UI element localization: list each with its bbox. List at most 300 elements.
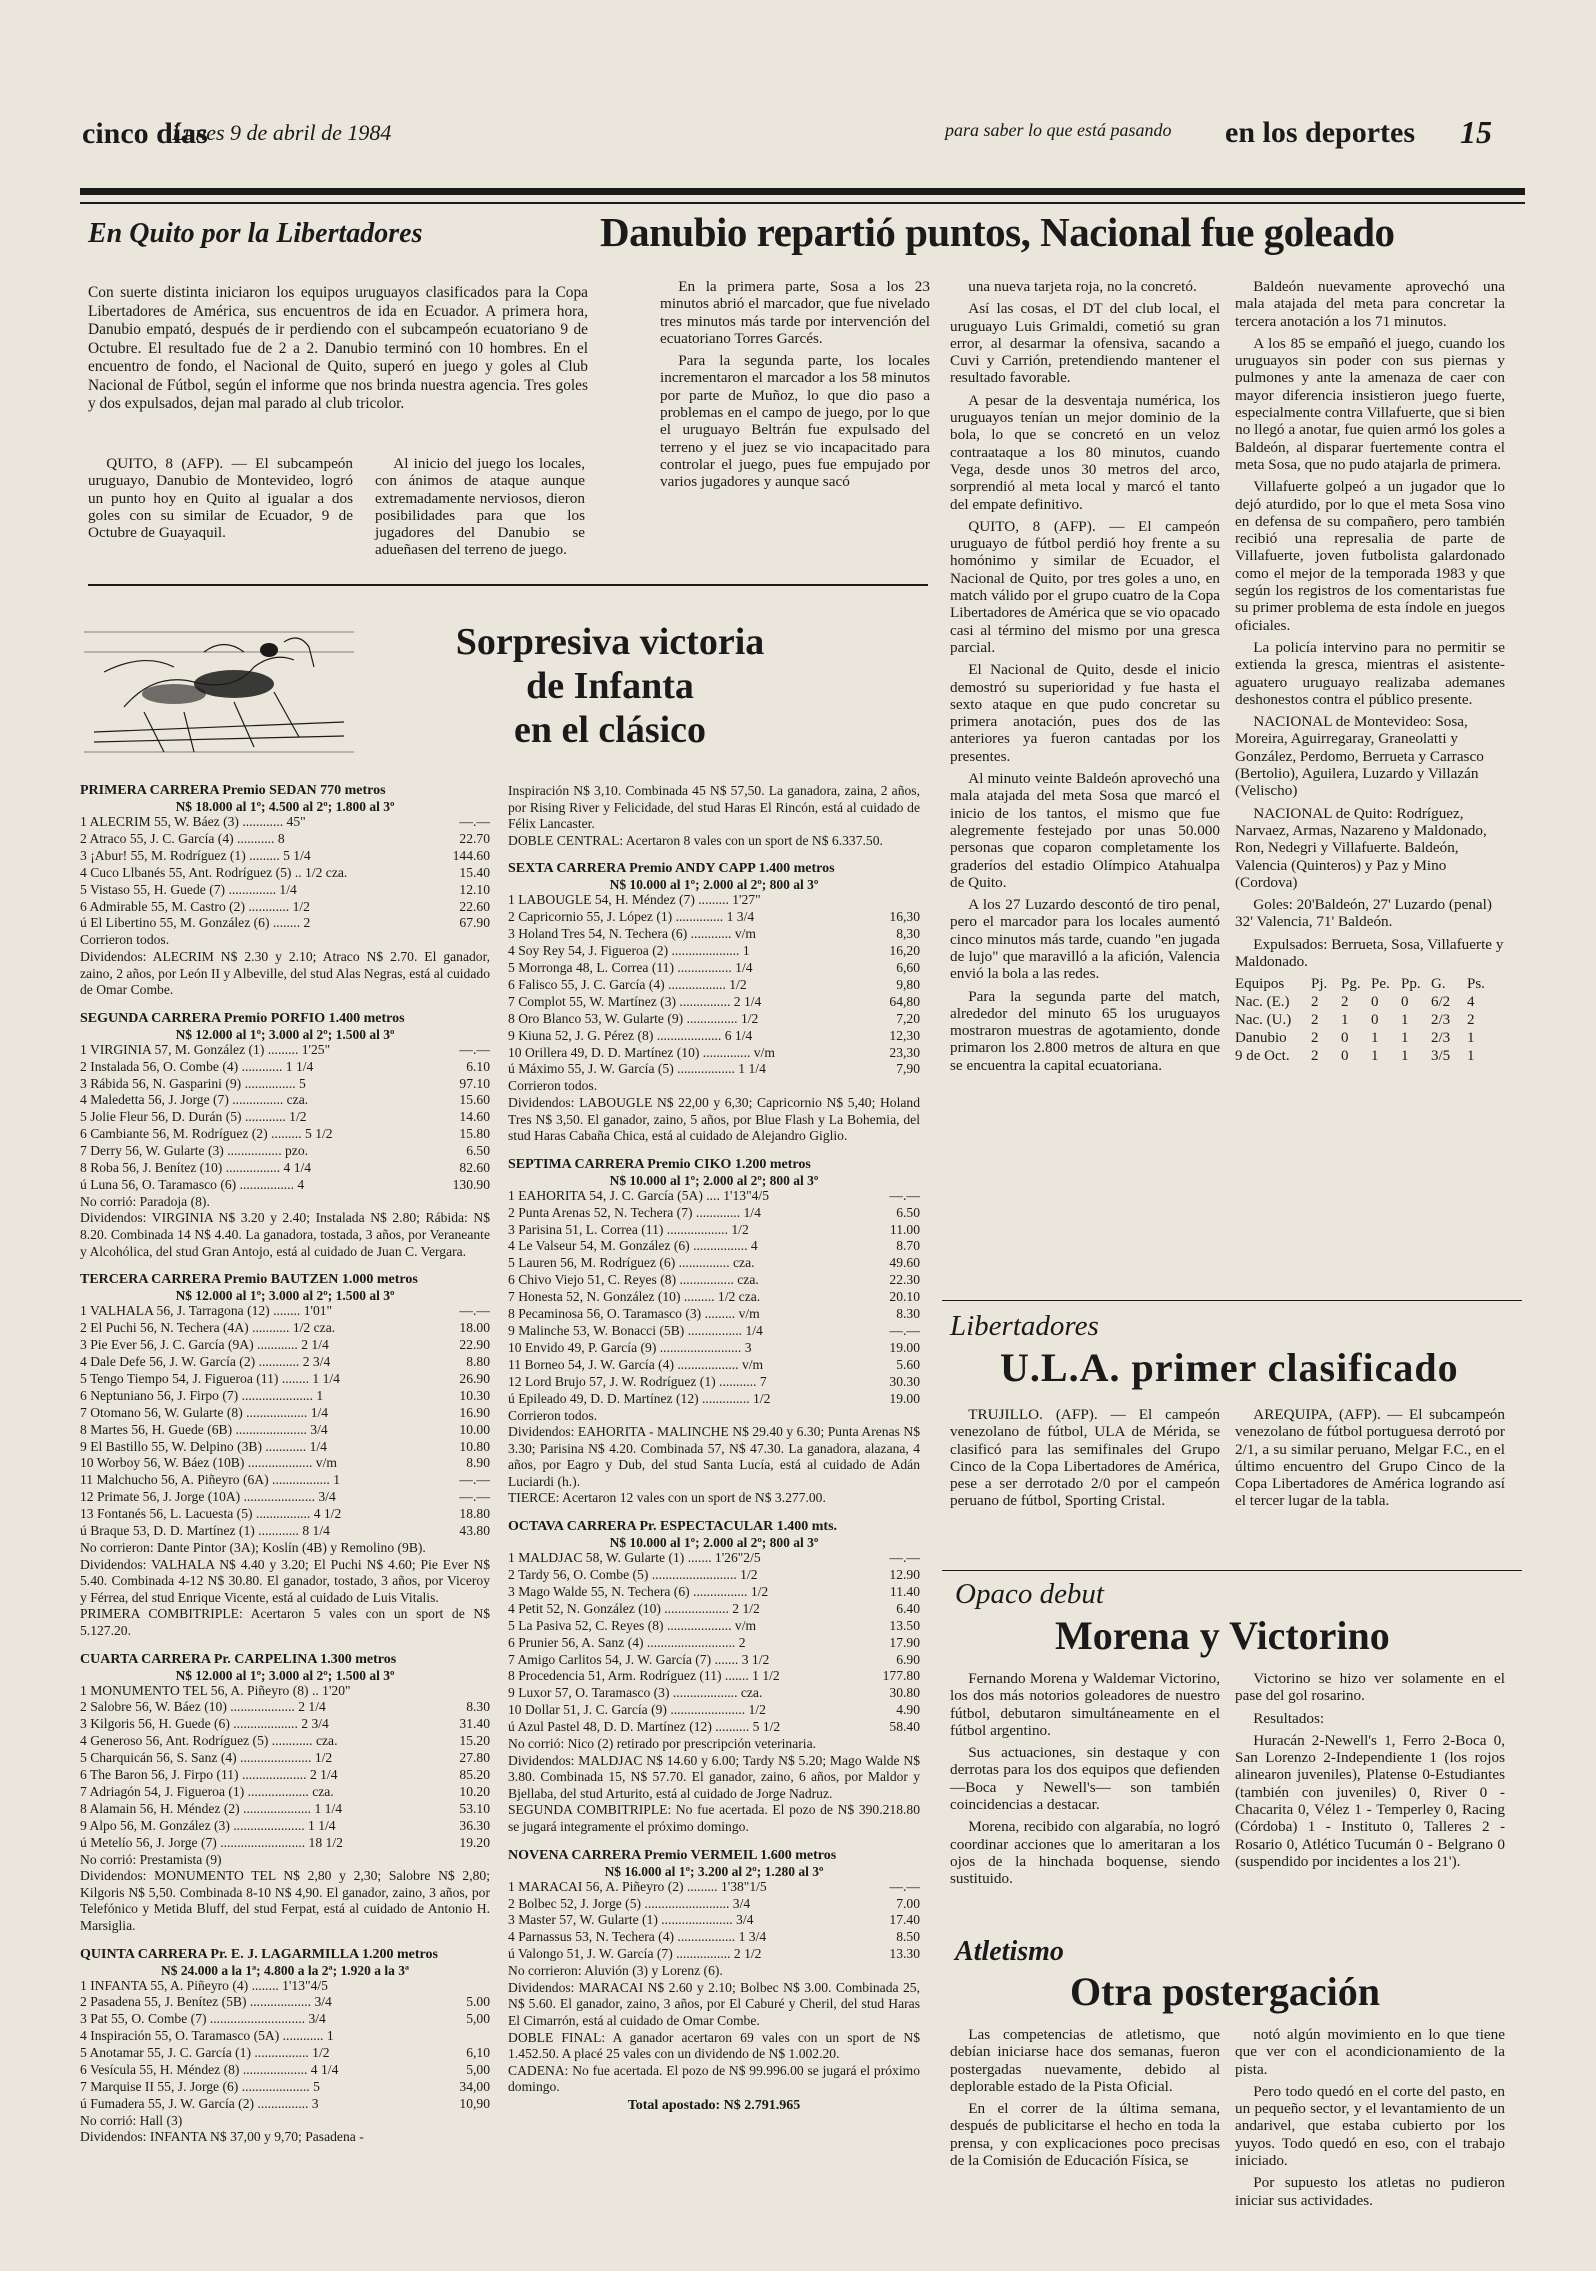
race-result-text: 6 Admirable 55, M. Castro (2) ............ 1/2 [80, 898, 310, 914]
section-divider [88, 584, 928, 586]
race-result-row [508, 1255, 920, 1272]
race-result-payout: 7,20 [896, 1010, 920, 1026]
race-prizes: N$ 10.000 al 1º; 2.000 al 2º; 800 al 3º [609, 877, 819, 893]
race-result-payout: 15.60 [459, 1092, 490, 1108]
section-brand: en los deportes [1225, 116, 1415, 149]
race-result-text: 5 Anotamar 55, J. C. García (1) ................ 1/2 [80, 2045, 330, 2061]
race-result-text: 10 Worboy 56, W. Báez (10B) ................... v/m [80, 1455, 337, 1471]
standings-cell: 2 [1341, 994, 1349, 1011]
race-result-row [508, 1011, 920, 1028]
morena-kicker: Opaco debut [955, 1578, 1104, 1610]
race-result-payout: 8,30 [896, 926, 920, 942]
story-paragraph: En la primera parte, Sosa a los 23 minutos abrió el marcador, que fue nivelado tres minutos más tarde por intervención del ecuatoriano Torres Garcés. [660, 278, 930, 347]
race-result-payout: 177.80 [882, 1668, 920, 1684]
race-result-text: ú El Libertino 55, M. González (6) ........ 2 [80, 915, 311, 931]
race-result-payout: 6.50 [466, 1143, 490, 1159]
race-result-payout: 58.40 [889, 1719, 920, 1735]
race-block [80, 1272, 490, 1639]
race-result-payout: 12,30 [889, 1027, 920, 1043]
story-headline: Danubio repartió puntos, Nacional fue goleado [600, 209, 1395, 255]
race-result-payout: 12.10 [459, 881, 490, 897]
race-result-row [508, 1584, 920, 1601]
atletismo-paragraph: notó algún movimiento en lo que tiene que ver con el acondicionamiento de la pista. [1235, 2026, 1505, 2078]
race-result-text: 4 Cuco Llbanés 55, Ant. Rodríguez (5) .. 1/2 cza. [80, 864, 348, 880]
header-rule-thin [80, 202, 1525, 204]
race-result-row [80, 1422, 490, 1439]
race-result-text: 1 MONUMENTO TEL 56, A. Piñeyro (8) .. 1'20" [80, 1682, 351, 1698]
race-result-payout: 19.20 [459, 1834, 490, 1850]
race-result-row [80, 1177, 490, 1194]
standings-cell: 2/3 [1431, 1012, 1451, 1029]
race-result-row [80, 2045, 490, 2062]
race-result-text: 8 Oro Blanco 53, W. Gularte (9) ............... 1/2 [508, 1010, 759, 1026]
race-block [80, 1011, 490, 1261]
race-result-payout: 5,00 [466, 2011, 490, 2027]
race-result-row [80, 1439, 490, 1456]
race-prizes: N$ 12.000 al 1º; 3.000 al 2º; 1.500 al 3º [175, 1026, 395, 1042]
race-result-payout: 15.80 [459, 1126, 490, 1142]
race-result-payout: 13.50 [889, 1617, 920, 1633]
race-result-row [80, 1337, 490, 1354]
race-result-text: 2 Capricornio 55, J. López (1) .............. 1 3/4 [508, 909, 755, 925]
race-result-text: 6 Cambiante 56, M. Rodríguez (2) ......... 5 1/2 [80, 1126, 333, 1142]
race-result-row [508, 1238, 920, 1255]
race-result-row [508, 1702, 920, 1719]
race-result-row [508, 1652, 920, 1669]
race-result-row [508, 1668, 920, 1685]
standings-header-cell: Pj. [1311, 976, 1328, 993]
race-result-text: 7 Marquise II 55, J. Jorge (6) .................... 5 [80, 2078, 320, 2094]
standings-row [1235, 1047, 1505, 1065]
race-title: TERCERA CARRERA Premio BAUTZEN 1.000 metros [80, 1272, 418, 1288]
race-result-text: 5 La Pasiva 52, C. Reyes (8) ................... v/m [508, 1617, 757, 1633]
race-result-payout: 23,30 [889, 1044, 920, 1060]
atletismo-kicker: Atletismo [955, 1936, 1064, 1967]
race-result-row [508, 1289, 920, 1306]
race-block [80, 1947, 490, 2146]
standings-header-cell: Pe. [1371, 976, 1390, 993]
race-result-payout: 31.40 [459, 1716, 490, 1732]
race-result-text: 1 ALECRIM 55, W. Báez (3) ............ 45" [80, 814, 306, 829]
race-result-text: 9 Malinche 53, W. Bonacci (5B) ................ 1/4 [508, 1322, 763, 1338]
horse-racing-icon [84, 612, 354, 762]
standings-cell: 6/2 [1431, 994, 1451, 1011]
racing-column-left [80, 783, 490, 2146]
race-result-row [508, 1391, 920, 1408]
race-result-payout: 6.50 [896, 1204, 920, 1220]
race-result-row [80, 1978, 490, 1995]
race-result-text: ú Epileado 49, D. D. Martínez (12) .............. 1/2 [508, 1390, 771, 1406]
race-result-payout: 10.20 [459, 1783, 490, 1799]
section-divider [942, 1570, 1522, 1571]
race-result-payout: 8.50 [896, 1929, 920, 1945]
race-result-payout: 97.10 [459, 1075, 490, 1091]
race-result-text: 12 Primate 56, J. Jorge (10A) ..................... 3/4 [80, 1489, 336, 1505]
race-note: PRIMERA COMBITRIPLE: Acertaron 5 vales con un sport de N$ 5.127.20. [80, 1606, 490, 1638]
race-result-text: ú Braque 53, D. D. Martínez (1) ............ 8 1/4 [80, 1523, 330, 1539]
turf-headline-line: Sorpresiva victoria [455, 621, 765, 663]
story-paragraph: QUITO, 8 (AFP). — El campeón uruguayo de fútbol perdió hoy frente a su homónimo y similar de Ecuador, el Nacional de Quito, por tres goles a uno, en match válido por el grupo cuatro de la Copa Libertadores de América que se vio opacado casi al término del mismo por una gresca parcial. [950, 517, 1220, 656]
race-result-text: 2 Tardy 56, O. Combe (5) ......................... 1/2 [508, 1566, 758, 1582]
race-block [80, 1652, 490, 1935]
race-result-payout: 6,10 [466, 2045, 490, 2061]
story-kicker: En Quito por la Libertadores [88, 218, 423, 249]
race-result-payout [440, 1978, 490, 1995]
newspaper-logo: cinco días [82, 117, 208, 150]
race-prizes: N$ 16.000 al 1º; 3.200 al 2º; 1.280 al 3º [604, 1863, 824, 1879]
story-paragraph: Para la segunda parte del match, alrededor del minuto 65 los uruguayos mostraron muestras de agotamiento, donde primaron los 2.800 metros de altura en que se encuentra la capital ecuatoriana. [950, 987, 1220, 1074]
race-note: No corrió: Paradoja (8). [80, 1193, 210, 1209]
standings-cell: 1 [1371, 1030, 1379, 1047]
race-result-text: 2 El Puchi 56, N. Techera (4A) ........... 1/2 cza. [80, 1320, 336, 1336]
race-result-payout: 7,90 [896, 1061, 920, 1077]
race-result-text: 4 Maledetta 56, J. Jorge (7) ............... cza. [80, 1092, 309, 1108]
race-result-payout: 11.00 [889, 1221, 920, 1237]
race-result-payout: 19.00 [889, 1390, 920, 1406]
standings-cell: Danubio [1235, 1030, 1287, 1047]
story-column-1 [88, 455, 353, 546]
race-result-row [508, 909, 920, 926]
race-result-text: 2 Atraco 55, J. C. García (4) ........... 8 [80, 830, 285, 846]
race-result-text: 8 Procedencia 51, Arm. Rodríguez (11) ....... 1 1/2 [508, 1668, 780, 1684]
race-result-payout: 19.00 [889, 1339, 920, 1355]
race-block [508, 861, 920, 1144]
race-result-payout: 17.90 [889, 1634, 920, 1650]
race-result-payout: 53.10 [459, 1800, 490, 1816]
race-result-text: 5 Morronga 48, L. Correa (11) ................ 1/4 [508, 960, 753, 975]
race-result-payout: 16.90 [459, 1404, 490, 1420]
standings-header-row [1235, 975, 1505, 993]
race-block [508, 1848, 920, 2096]
race-result-payout: 26.90 [459, 1370, 490, 1386]
standings-cell: 2 [1311, 1048, 1319, 1065]
race-result-payout [440, 1683, 490, 1700]
race-title: SEGUNDA CARRERA Premio PORFIO 1.400 metros [80, 1010, 405, 1026]
race-result-payout: 17.40 [889, 1912, 920, 1928]
race-result-payout: 82.60 [459, 1160, 490, 1176]
race-result-text: 11 Borneo 54, J. W. García (4) .................. v/m [508, 1356, 764, 1372]
race-result-payout: 18.80 [459, 1506, 490, 1522]
race-result-payout: 67.90 [459, 915, 490, 931]
racing-column-middle [508, 783, 920, 2114]
race-result-row [508, 1618, 920, 1635]
race-result-row [508, 1550, 920, 1567]
atletismo-paragraph: En el correr de la última semana, después de publicitarse el hecho en toda la prensa, y con explicaciones poco precisas de la Comisión de Educación Física, se [950, 2100, 1220, 2170]
morena-paragraph: Morena, recibido con algarabía, no logró coordinar acciones que lo ameritaran a los ojos de la hinchada boquense, siendo sustituido. [950, 1818, 1220, 1888]
race-result-text: 4 Generoso 56, Ant. Rodríguez (5) ............ cza. [80, 1733, 338, 1749]
story-paragraph: Baldeón nuevamente aprovechó una mala atajada del meta para concretar la tercera anotación a los 71 minutos. [1235, 278, 1505, 330]
race-result-row [80, 899, 490, 916]
morena-headline: Morena y Victorino [1055, 1613, 1390, 1658]
race-result-text: 7 Amigo Carlitos 54, J. W. García (7) ....... 3 1/2 [508, 1651, 770, 1667]
race-title: CUARTA CARRERA Pr. CARPELINA 1.300 metros [80, 1651, 397, 1667]
race-result-payout: 27.80 [459, 1750, 490, 1766]
race-result-row [508, 1357, 920, 1374]
horse-racing-illustration [84, 612, 354, 762]
header-rule [80, 188, 1525, 195]
story-column-5 [1235, 278, 1505, 1065]
race-result-text: 1 MARACAI 56, A. Piñeyro (2) ......... 1'38"1/5 [508, 1878, 767, 1894]
standings-cell: 0 [1371, 994, 1379, 1011]
race-title: QUINTA CARRERA Pr. E. J. LAGARMILLA 1.200 metros [80, 1946, 438, 1962]
race-title: PRIMERA CARRERA Premio SEDAN 770 metros [80, 783, 386, 798]
race-result-row [80, 1354, 490, 1371]
race-result-payout: 16,20 [889, 943, 920, 959]
race-result-payout: 4.90 [896, 1702, 920, 1718]
story-paragraph: A los 27 Luzardo descontó de tiro penal, pero el marcador para los locales aumentó cinco minutos más tarde, cuando "en jugada de lujo" que maravilló a la afición, Valencia envió la bola a las redes. [950, 896, 1220, 983]
race-result-payout: —.— [459, 1489, 490, 1505]
race-result-row [80, 1059, 490, 1076]
race-note: Dividendos: MONUMENTO TEL N$ 2,80 y 2,30; Salobre N$ 2,80; Kilgoris N$ 5,50. Combinada 8-10 N$ 4,90. El ganador, zaino, 3 años, por Telefónico y Metida Bluff, del stud Ferpat, está al cuidado de Antonio H. Marsiglia. [80, 1868, 490, 1933]
race-result-payout: 5,00 [466, 2062, 490, 2078]
race-result-payout: —.— [459, 1303, 490, 1319]
story-column-3 [660, 278, 930, 496]
race-result-row [80, 915, 490, 932]
race-result-payout: 6,60 [896, 960, 920, 975]
race-result-payout: —.— [889, 1878, 920, 1894]
race-result-payout: 6.10 [466, 1058, 490, 1074]
race-result-row [80, 882, 490, 899]
race-result-row [80, 1767, 490, 1784]
race-result-row [80, 1126, 490, 1143]
race-result-text: 7 Adriagón 54, J. Figueroa (1) .................. cza. [80, 1783, 334, 1799]
ula-paragraph: AREQUIPA, (AFP). — El subcampeón venezolano de fútbol portuguesa derrotó por 2/1, a su similar peruano, Melgar F.C., en el último encuentro del Grupo Cinco de la Copa Libertadores de América logrando así el tercer lugar de la tabla. [1235, 1406, 1505, 1510]
morena-paragraph: Resultados: [1253, 1709, 1325, 1727]
standings-cell: 1 [1467, 1048, 1475, 1065]
race-title: OCTAVA CARRERA Pr. ESPECTACULAR 1.400 mts. [508, 1519, 838, 1535]
story-paragraph: NACIONAL de Quito: Rodríguez, Narvaez, Armas, Nazareno y Maldonado, Ron, Nedegri y Villafuerte. Baldeón, Valencia (Quinteros) y Paz y Mino (Cordova) [1235, 804, 1487, 891]
race-result-row [508, 1272, 920, 1289]
race-result-row [508, 1879, 920, 1896]
race-result-payout: 6.40 [896, 1600, 920, 1616]
race-result-row [508, 994, 920, 1011]
race-result-payout: 5.60 [896, 1356, 920, 1372]
standings-header-cell: Pg. [1341, 976, 1361, 993]
race-result-text: 2 Bolbec 52, J. Jorge (5) ......................... 3/4 [508, 1895, 751, 1911]
standings-row [1235, 1011, 1505, 1029]
standings-cell: 2 [1311, 994, 1319, 1011]
race-result-row [80, 1320, 490, 1337]
standings-cell: 2 [1311, 1012, 1319, 1029]
race-result-text: 3 Parisina 51, L. Correa (11) .................. 1/2 [508, 1221, 749, 1237]
standings-header-cell: Equipos [1235, 976, 1285, 993]
race-result-payout: 64,80 [889, 993, 920, 1009]
story-paragraph: Así las cosas, el DT del club local, el uruguayo Luis Grimaldi, cometió su gran error, al desarmar la ofensiva, sacando a Cuvi y Carrión, pretendiendo mantener el resultado favorable. [950, 300, 1220, 387]
story-paragraph: Villafuerte golpeó a un jugador que lo dejó aturdido, por lo que el meta Sosa vino en defensa de su compañero, pero también recibió una represalia de parte de Villafuerte, joven futbolista galardonado como el mejor de la temporada 1983 y que según los registros de los comentaristas fue su primer problema de esta índole en juegos oficiales. [1235, 478, 1505, 634]
race-result-text: 1 EAHORITA 54, J. C. García (5A) .... 1'13"4/5 [508, 1187, 770, 1203]
race-result-text: 2 Instalada 56, O. Combe (4) ............ 1 1/4 [80, 1058, 314, 1074]
race-result-text: 4 Petit 52, N. González (10) ................... 2 1/2 [508, 1600, 760, 1616]
race-result-payout: 12.90 [889, 1566, 920, 1582]
race-result-text: ú Fumadera 55, J. W. García (2) ............... 3 [80, 2095, 319, 2111]
race-result-payout: 49.60 [889, 1255, 920, 1271]
story-lead [88, 284, 588, 419]
standings-cell: 0 [1371, 1012, 1379, 1029]
standings-cell: 0 [1341, 1048, 1349, 1065]
race-result-text: 6 Vesícula 55, H. Méndez (8) ................... 4 1/4 [80, 2062, 339, 2078]
race-result-text: 1 MALDJAC 58, W. Gularte (1) ....... 1'26"2/5 [508, 1550, 761, 1566]
race-note: Corrieron todos. [80, 932, 170, 948]
race-result-row [508, 1929, 920, 1946]
ula-paragraph: TRUJILLO. (AFP). — El campeón venezolano de fútbol, ULA de Mérida, se clasificó para las semifinales del Grupo Cinco de la Copa Libertadores de América, pese a ser derrotado 2/0 por el campeón peruano de fútbol, Sporting Cristal. [950, 1406, 1220, 1510]
section-tagline: para saber lo que está pasando [945, 120, 1172, 140]
standings-cell: 1 [1401, 1030, 1409, 1047]
race-result-text: 6 Chivo Viejo 51, C. Reyes (8) ................ cza. [508, 1272, 759, 1288]
race-result-text: 4 Parnassus 53, N. Techera (4) ................. 1 3/4 [508, 1929, 767, 1945]
standings-cell: 1 [1401, 1048, 1409, 1065]
race-result-row [80, 814, 490, 831]
race-result-payout: 85.20 [459, 1767, 490, 1783]
race-result-text: 6 Neptuniano 56, J. Firpo (7) ..................... 1 [80, 1387, 324, 1403]
race-result-payout [440, 2028, 490, 2045]
race-result-row [508, 1946, 920, 1963]
race-result-text: 12 Lord Brujo 57, J. W. Rodríguez (1) ........... 7 [508, 1373, 767, 1389]
race-result-row [80, 1733, 490, 1750]
race-result-row [80, 1092, 490, 1109]
race-block [508, 1157, 920, 1507]
story-paragraph: A los 85 se empañó el juego, cuando los uruguayos sin poder con sus piernas y pulmones y ante la amenaza de caer con mayor diferencia insistieron juego fuerte, especialmente contra Villafuerte, que si bien no llegó a anotar, fue quien armó los goles a Baldeón, al disparar fuertemente contra el meta Sosa, que no pudo atajarla de primera. [1235, 334, 1505, 473]
atletismo-paragraph: Pero todo quedó en el corte del pasto, en un pequeño sector, y el levantamiento de un andarivel, que estaba cubierto por los yuyos. Todo quedó en eso, con el trabajo iniciado. [1235, 2082, 1505, 2170]
race-result-text: 10 Envido 49, P. García (9) ........................ 3 [508, 1339, 752, 1355]
standings-cell: Nac. (U.) [1235, 1012, 1292, 1029]
race-note: Dividendos: LABOUGLE N$ 22,00 y 6,30; Capricornio N$ 5,40; Holand Tres N$ 3,50. El ganador, zaino, 5 años, por Blue Flash y La Bohemia, del stud Haras Cabaña Chica, está al cuidado de Alejandro Giglio. [508, 1094, 920, 1144]
race-result-payout: 20.10 [889, 1289, 920, 1305]
race-result-text: 6 Prunier 56, A. Sanz (4) .......................... 2 [508, 1634, 746, 1650]
race-result-row [508, 1045, 920, 1062]
race-result-payout: 36.30 [459, 1817, 490, 1833]
race-result-row [508, 1306, 920, 1323]
race-result-row [508, 943, 920, 960]
race-result-payout: —.— [889, 1550, 920, 1566]
race-note: Dividendos: MALDJAC N$ 14.60 y 6.00; Tardy N$ 5.20; Mago Walde N$ 3.80. Combinada 15, N$ 57.70. El ganador, zaino, 6 años, por Maldor y Bjellaba, del stud Arturito, está al cuidado de Jorge Nadruz. [508, 1752, 920, 1801]
race-result-text: 2 Punta Arenas 52, N. Techera (7) ............. 1/4 [508, 1204, 761, 1220]
race-result-text: 10 Orillera 49, D. D. Martínez (10) .............. v/m [508, 1044, 775, 1060]
standings-cell: 1 [1371, 1048, 1379, 1065]
race-result-row [80, 1523, 490, 1540]
race-result-payout: —.— [889, 1322, 920, 1338]
ula-column-2 [1235, 1406, 1505, 1515]
race-result-text: 8 Roba 56, J. Benítez (10) ................ 4 1/4 [80, 1160, 312, 1176]
race-result-payout: 16,30 [889, 909, 920, 925]
race-prizes: N$ 24.000 a la 1ª; 4.800 a la 2ª; 1.920 a la 3ª [160, 1962, 409, 1978]
race-result-row [80, 1506, 490, 1523]
race-result-row [508, 1601, 920, 1618]
race-result-payout: 11.40 [889, 1583, 920, 1599]
race-note: No corrieron: Dante Pintor (3A); Koslín (4B) y Remolino (9B). [80, 1539, 426, 1555]
race-result-row [80, 2028, 490, 2045]
story-paragraph: La policía intervino para no permitir se extienda la gresca, mientras el asistente-aguatero uruguayo realizaba ademanes deshonestos contra el público presente. [1235, 638, 1505, 708]
ula-column-1 [950, 1406, 1220, 1515]
race-note: No corrieron: Aluvión (3) y Lorenz (6). [508, 1963, 723, 1979]
race-result-row [80, 1489, 490, 1506]
race-result-text: 1 VALHALA 56, J. Tarragona (12) ........ 1'01" [80, 1303, 333, 1319]
standings-cell: 0 [1401, 994, 1409, 1011]
race-result-row [508, 1323, 920, 1340]
race-note: Dividendos: MARACAI N$ 2.60 y 2.10; Bolbec N$ 3.00. Combinada 25, N$ 5.60. El ganador, zaino, 3 años, por El Caburé y Cheril, del stud Haras El Cimarrón, está al cuidado de Omar Combe. [508, 1979, 920, 2028]
standings-cell: 9 de Oct. [1235, 1048, 1290, 1065]
race-result-text: 5 Lauren 56, M. Rodríguez (6) ............... cza. [508, 1255, 755, 1271]
race-note: No corrió: Nico (2) retirado por prescripción veterinaria. [508, 1736, 816, 1752]
race-result-text: ú Máximo 55, J. W. García (5) ................. 1 1/4 [508, 1061, 766, 1077]
story-paragraph: NACIONAL de Montevideo: Sosa, Moreira, Aguirregaray, Graneolatti y González, Perdomo, Berrueta y Carrasco (Bertolio), Aguilera, Luzardo y Villazán (Velischo) [1235, 713, 1484, 800]
standings-header-cell: G. [1431, 976, 1446, 993]
race-result-text: 7 Otomano 56, W. Gularte (8) .................. 1/4 [80, 1404, 329, 1420]
race-result-text: 4 Inspiración 55, O. Taramasco (5A) ............ 1 [80, 2028, 334, 2044]
race-result-payout: 22.70 [459, 830, 490, 846]
standings-cell: 1 [1401, 1012, 1409, 1029]
race-result-payout: 7.00 [896, 1895, 920, 1911]
race-result-row [80, 831, 490, 848]
story-paragraph: A pesar de la desventaja numérica, los uruguayos tenían un mejor dominio de la bola, lo que se concretó en un veloz contraataque a los 80 minutos, cuando Vega, desde unos 30 metros del arco, sorprendió al meta local y marcó el tanto del empate definitivo. [950, 391, 1220, 513]
race-note: Corrieron todos. [508, 1078, 598, 1094]
page-number: 15 [1460, 114, 1492, 150]
race-result-payout: 22.60 [459, 898, 490, 914]
race-note: Dividendos: VALHALA N$ 4.40 y 3.20; El Puchi N$ 4.60; Pie Ever N$ 5.40. Combinada 4-12 N$ 30.80. El ganador, tostado, 3 años, por Viceroy y Férrea, del stud Enrique Vicente, está al cuidado de Luis Vitalis. [80, 1556, 490, 1605]
race-result-text: ú Azul Pastel 48, D. D. Martínez (12) .......... 5 1/2 [508, 1719, 781, 1735]
race-title: SEXTA CARRERA Premio ANDY CAPP 1.400 metros [508, 861, 835, 877]
race-result-text: 9 Alpo 56, M. González (3) ..................... 1 1/4 [80, 1817, 336, 1833]
race-result-text: ú Metelío 56, J. Jorge (7) ......................... 18 1/2 [80, 1834, 343, 1850]
race-result-text: 4 Le Valseur 54, M. González (6) ................ 4 [508, 1238, 758, 1254]
race-result-row [508, 1912, 920, 1929]
race-result-payout: —.— [459, 1472, 490, 1488]
issue-date: Lunes 9 de abril de 1984 [172, 120, 392, 145]
lead-paragraph: Con suerte distinta iniciaron los equipos uruguayos clasificados para la Copa Libertadores de América, sus encuentros de ida en Ecuador. A primera hora, Danubio empató, después de ir perdiendo con el subcampeón ecuatoriano 9 de Octubre. El resultado fue de 2 a 2. Danubio terminó con 10 hombres. En el encuentro de fondo, el Nacional de Quito, superó en juego y goles al Club Nacional de Fútbol, según el informe que nos brinda nuestra agencia. Tres goles y dos expulsados, dejan mal parado al club tricolor. [88, 284, 588, 412]
race-result-payout: 30.30 [889, 1373, 920, 1389]
race-result-payout: 6.90 [896, 1651, 920, 1667]
race-result-text: 7 Honesta 52, N. González (10) ......... 1/2 cza. [508, 1289, 761, 1305]
race-result-payout: 14.60 [459, 1109, 490, 1125]
race-result-text: 1 INFANTA 55, A. Piñeyro (4) ........ 1'13"4/5 [80, 1977, 328, 1993]
standings-cell: 2 [1311, 1030, 1319, 1047]
race-result-row [80, 1699, 490, 1716]
race-title: SEPTIMA CARRERA Premio CIKO 1.200 metros [508, 1156, 811, 1172]
race-result-row [508, 926, 920, 943]
race-note: CADENA: No fue acertada. El pozo de N$ 99.996.00 se jugará el próximo domingo. [508, 2062, 920, 2095]
race-result-text: 8 Martes 56, H. Guede (6B) ..................... 3/4 [80, 1421, 328, 1437]
race-result-payout: 8.30 [896, 1306, 920, 1322]
race-result-row [508, 1061, 920, 1078]
race-note: TIERCE: Acertaron 12 vales con un sport de N$ 3.277.00. [508, 1490, 826, 1506]
race-result-row [80, 848, 490, 865]
race-result-row [80, 1716, 490, 1733]
turf-headline-line: en el clásico [513, 709, 707, 751]
standings-cell: 0 [1341, 1030, 1349, 1047]
race-result-payout: —.— [459, 1041, 490, 1057]
race-result-text: 9 Kiuna 52, J. G. Pérez (8) ................... 6 1/4 [508, 1027, 753, 1043]
standings-cell: 3/5 [1431, 1048, 1451, 1065]
race-result-row [80, 2079, 490, 2096]
race-result-text: 8 Pecaminosa 56, O. Taramasco (3) ......... v/m [508, 1306, 760, 1322]
race-result-row [80, 1388, 490, 1405]
race-result-text: 6 Falisco 55, J. C. García (4) ................. 1/2 [508, 976, 747, 992]
race-result-row [508, 960, 920, 977]
race-result-text: 9 Luxor 57, O. Taramasco (3) ................... cza. [508, 1685, 763, 1701]
morena-column-1 [950, 1670, 1220, 1893]
race-result-text: 5 Tengo Tiempo 54, J. Figueroa (11) ........ 1 1/4 [80, 1370, 340, 1386]
race-result-payout: 10.80 [459, 1438, 490, 1454]
race-note: SEGUNDA COMBITRIPLE: No fue acertada. El pozo de N$ 390.218.80 se jugará integramente el próximo domingo. [508, 1802, 920, 1834]
story-paragraph: una nueva tarjeta roja, no la concretó. [968, 278, 1197, 295]
atletismo-paragraph: Las competencias de atletismo, que debían iniciarse hace dos semanas, fueron postergadas nuevamente, debido al deplorable estado de la Pista Oficial. [950, 2026, 1220, 2095]
race-note: No corrió: Hall (3) [80, 2112, 183, 2128]
race-result-text: 10 Dollar 51, J. C. García (9) ...................... 1/2 [508, 1702, 766, 1718]
standings-header-cell: Ps. [1467, 976, 1485, 993]
race-result-row [80, 2062, 490, 2079]
race-result-text: 5 Vistaso 55, H. Guede (7) .............. 1/4 [80, 881, 297, 897]
race-result-row [508, 1567, 920, 1584]
standings-cell: 2/3 [1431, 1030, 1451, 1047]
